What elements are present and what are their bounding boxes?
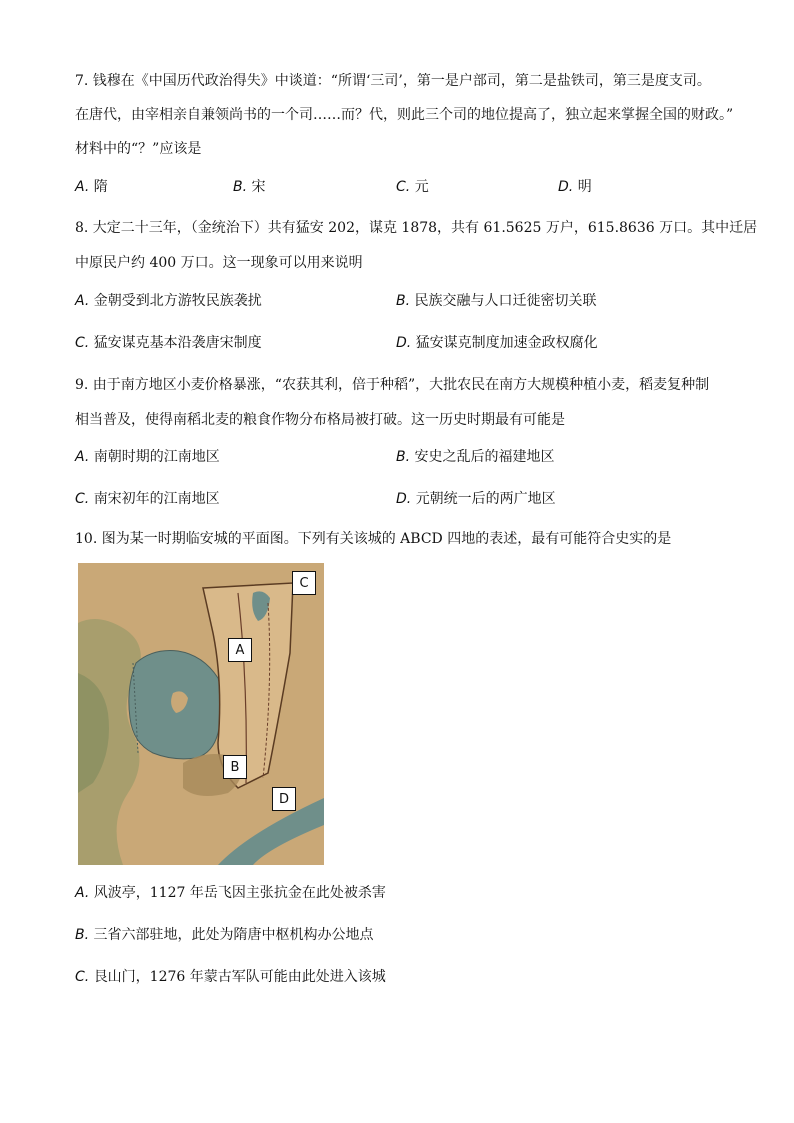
option-letter: C.: [396, 179, 411, 195]
option-letter: D.: [558, 179, 574, 195]
option-text: 元朝统一后的两广地区: [415, 491, 556, 507]
option-letter: B.: [396, 293, 411, 309]
option-letter: A.: [75, 449, 90, 465]
q7-option-c[interactable]: [396, 178, 429, 196]
option-text: 隋: [93, 179, 108, 195]
q8-option-d[interactable]: [396, 334, 598, 352]
option-letter: D.: [396, 491, 412, 507]
option-letter: A.: [75, 885, 90, 901]
q9-option-c[interactable]: [75, 490, 220, 508]
q9-option-b[interactable]: [396, 448, 555, 466]
q10-option-b[interactable]: [75, 926, 374, 944]
option-text: 民族交融与人口迁徙密切关联: [414, 293, 597, 309]
map-marker-a: A: [228, 638, 252, 662]
option-letter: B.: [75, 927, 90, 943]
option-text: 金朝受到北方游牧民族袭扰: [93, 293, 262, 309]
option-letter: C.: [75, 491, 90, 507]
map-marker-b: B: [223, 755, 247, 779]
q9-stem-line-2: 相当普及，使得南稻北麦的粮食作物分布格局被打破。这一历史时期最有可能是: [75, 412, 565, 428]
q8-stem-line-1: 8. 大定二十三年，（金统治下）共有猛安 202，谋克 1878，共有 61.5625 万户，615.8636 万口。其中迁居: [75, 220, 758, 236]
q8-option-c[interactable]: [75, 334, 262, 352]
option-text: 安史之乱后的福建地区: [414, 449, 555, 465]
option-text: 艮山门，1276 年蒙古军队可能由此处进入该城: [93, 969, 386, 985]
q8-option-a[interactable]: [75, 292, 262, 310]
q9-option-a[interactable]: [75, 448, 220, 466]
option-text: 三省六部驻地，此处为隋唐中枢机构办公地点: [93, 927, 374, 943]
q7-stem-line-3: 材料中的“？”应该是: [75, 141, 202, 157]
q10-option-c[interactable]: [75, 968, 386, 986]
option-text: 风波亭，1127 年岳飞因主张抗金在此处被杀害: [93, 885, 386, 901]
option-letter: B.: [233, 179, 248, 195]
q7-option-a[interactable]: [75, 178, 108, 196]
option-text: 猛安谋克基本沿袭唐宋制度: [93, 335, 262, 351]
option-letter: B.: [396, 449, 411, 465]
option-text: 宋: [251, 179, 266, 195]
option-text: 元: [414, 179, 429, 195]
map-marker-d: D: [272, 787, 296, 811]
linan-city-map: [78, 563, 324, 865]
q9-stem-line-1: 9. 由于南方地区小麦价格暴涨，“农获其利，倍于种稻”，大批农民在南方大规模种植小麦，稻麦复种制: [75, 377, 710, 393]
option-text: 猛安谋克制度加速金政权腐化: [415, 335, 598, 351]
q7-option-d[interactable]: [558, 178, 592, 196]
option-letter: C.: [75, 969, 90, 985]
q10-option-a[interactable]: [75, 884, 386, 902]
option-text: 明: [577, 179, 592, 195]
option-letter: A.: [75, 179, 90, 195]
option-text: 南宋初年的江南地区: [93, 491, 220, 507]
q7-stem-line-2: 在唐代，由宰相亲自兼领尚书的一个司……而？代，则此三个司的地位提高了，独立起来掌握全国的财政。”: [75, 107, 734, 123]
q8-option-b[interactable]: [396, 292, 597, 310]
q10-stem-line-1: 10. 图为某一时期临安城的平面图。下列有关该城的 ABCD 四地的表述，最有可能符合史实的是: [75, 531, 672, 547]
option-letter: D.: [396, 335, 412, 351]
q8-stem-line-2: 中原民户约 400 万口。这一现象可以用来说明: [75, 255, 363, 271]
map-marker-c: C: [292, 571, 316, 595]
q7-option-b[interactable]: [233, 178, 266, 196]
q7-stem-line-1: 7. 钱穆在《中国历代政治得失》中谈道：“所谓‘三司’，第一是户部司，第二是盐铁司，第三是度支司。: [75, 73, 711, 89]
map-illustration: [78, 563, 324, 865]
option-letter: C.: [75, 335, 90, 351]
q9-option-d[interactable]: [396, 490, 556, 508]
option-letter: A.: [75, 293, 90, 309]
option-text: 南朝时期的江南地区: [93, 449, 220, 465]
